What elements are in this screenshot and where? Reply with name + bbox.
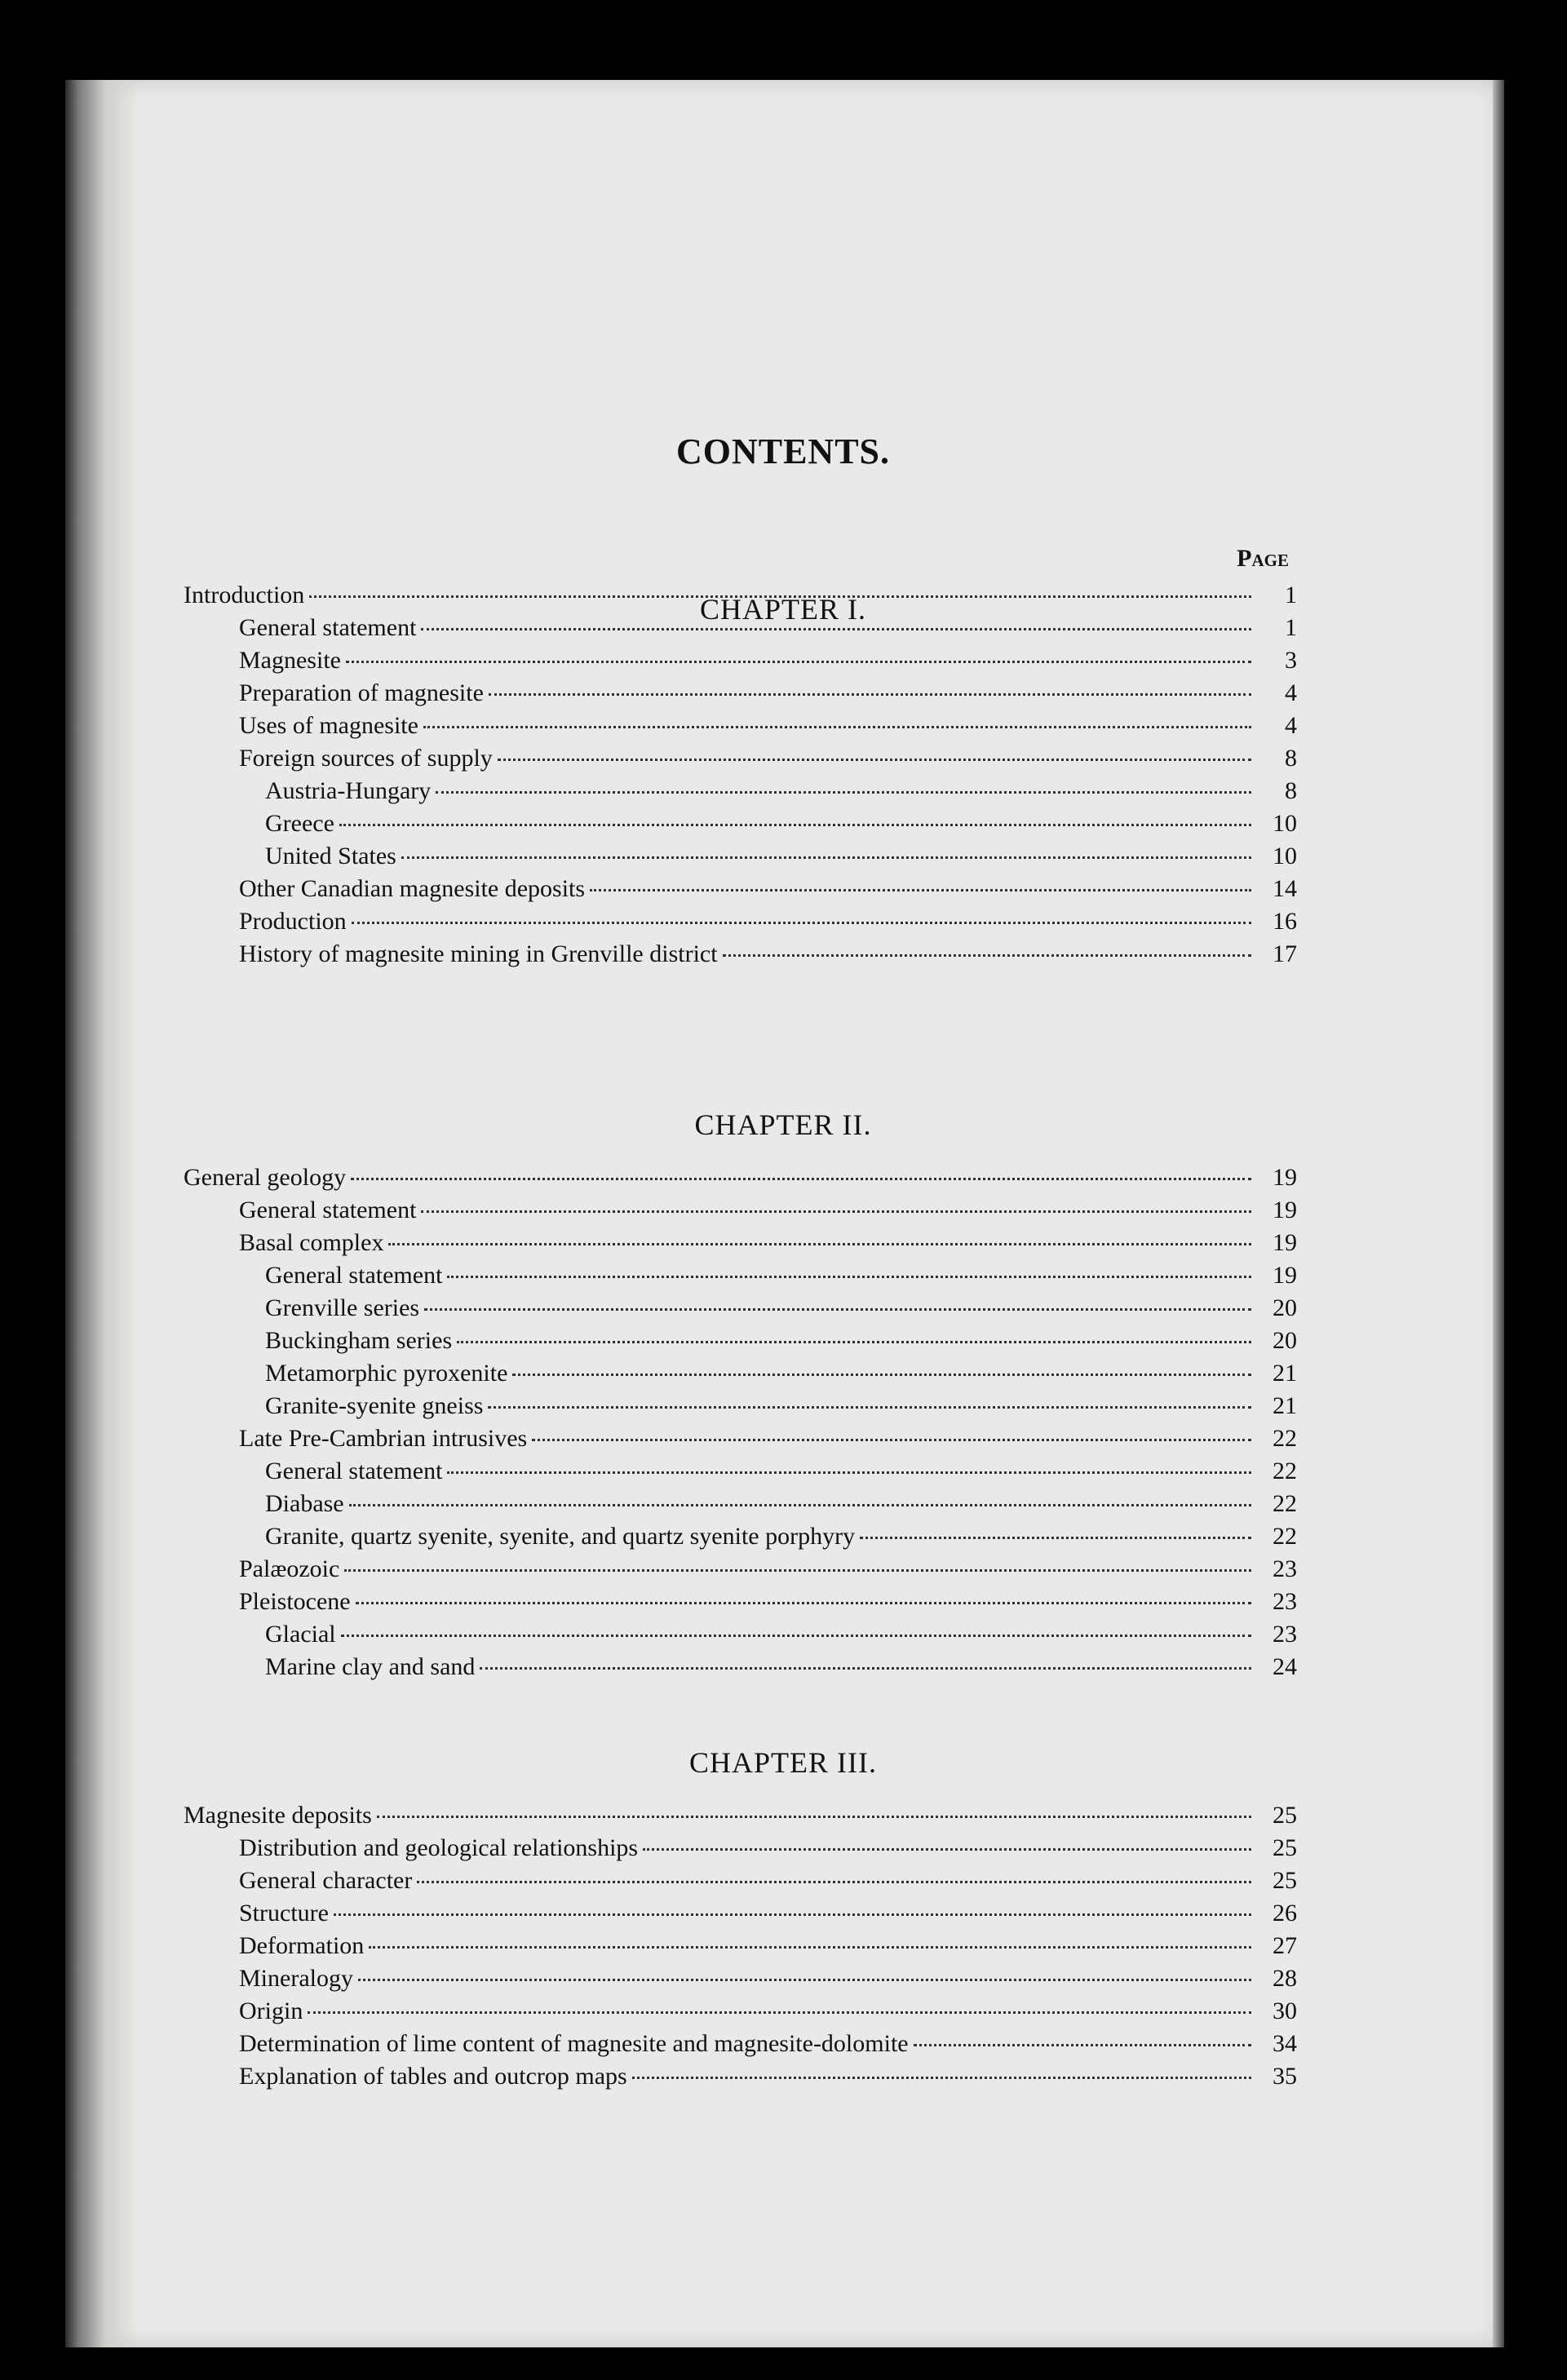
dot-leader — [457, 1341, 1251, 1343]
toc-entry-label: Glacial — [265, 1621, 336, 1648]
toc-entry — [184, 1357, 1297, 1390]
toc-entry — [184, 873, 1297, 905]
dot-leader — [436, 791, 1251, 794]
toc-entry-label: Diabase — [265, 1490, 344, 1517]
toc-entry — [184, 1194, 1297, 1227]
dot-leader — [344, 1569, 1251, 1572]
toc-entry — [184, 1488, 1297, 1520]
toc-entry-page: 4 — [1285, 712, 1297, 739]
dot-leader — [914, 2044, 1251, 2046]
toc-entry-page: 16 — [1273, 908, 1297, 935]
toc-entry — [184, 1995, 1297, 2028]
toc-entry-page: 21 — [1273, 1360, 1297, 1387]
toc-entry — [184, 1651, 1297, 1683]
toc-entry-label: Greece — [265, 810, 334, 837]
toc-entry-label: Foreign sources of supply — [239, 745, 493, 772]
toc-entry — [184, 1259, 1297, 1292]
toc-entry-label: Deformation — [239, 1932, 365, 1959]
dot-leader — [421, 628, 1251, 630]
toc-entry-label: Pleistocene — [239, 1588, 351, 1615]
toc-entry-label: Other Canadian magnesite deposits — [239, 875, 586, 902]
toc-entry-page: 21 — [1273, 1392, 1297, 1419]
toc-entry-page: 23 — [1273, 1588, 1297, 1615]
toc-entry — [184, 2060, 1297, 2093]
toc-entry — [184, 1865, 1297, 1897]
toc-entry-page: 19 — [1273, 1229, 1297, 1256]
toc-entry-page: 27 — [1273, 1932, 1297, 1959]
toc-entry — [184, 644, 1297, 677]
document-page — [65, 80, 1501, 2347]
dot-leader — [421, 1210, 1251, 1213]
toc-entry-label: General statement — [239, 614, 417, 641]
toc-entry-label: Introduction — [184, 582, 305, 608]
toc-entry-page: 23 — [1273, 1621, 1297, 1648]
toc-entry-page: 23 — [1273, 1555, 1297, 1582]
dot-leader — [590, 889, 1251, 891]
toc-entry — [184, 938, 1297, 971]
chapter-1-heading: CHAPTER I. — [699, 593, 866, 626]
toc-entry-label: Buckingham series — [265, 1327, 453, 1354]
toc-entry — [184, 807, 1297, 840]
toc-entry-label: General statement — [239, 1197, 417, 1223]
toc-entry-page: 10 — [1273, 810, 1297, 837]
toc-entry-label: Magnesite deposits — [184, 1802, 372, 1829]
toc-entry — [184, 1227, 1297, 1259]
toc-entry-label: Granite, quartz syenite, syenite, and quartz syenite porphyry — [265, 1523, 856, 1550]
toc-entry-label: Late Pre-Cambrian intrusives — [239, 1425, 528, 1452]
toc-entry-label: Austria-Hungary — [265, 777, 432, 804]
dot-leader — [356, 1602, 1251, 1604]
toc-entry — [184, 677, 1297, 710]
toc-entry-page: 24 — [1273, 1653, 1297, 1680]
toc-entry — [184, 840, 1297, 873]
toc-entry-page: 1 — [1285, 582, 1297, 608]
toc-entry-label: Uses of magnesite — [239, 712, 418, 739]
toc-entry — [184, 1455, 1297, 1488]
toc-entry-page: 19 — [1273, 1164, 1297, 1191]
toc-entry-label: Basal complex — [239, 1229, 384, 1256]
toc-entry — [184, 612, 1297, 644]
dot-leader — [423, 726, 1251, 728]
toc-entry — [184, 1586, 1297, 1618]
dot-leader — [532, 1439, 1251, 1441]
toc-entry-page: 25 — [1273, 1802, 1297, 1829]
toc-entry — [184, 1553, 1297, 1586]
toc-entry-page: 8 — [1285, 745, 1297, 772]
dot-leader — [632, 2077, 1251, 2079]
toc-entry — [184, 1962, 1297, 1995]
dot-leader — [308, 2011, 1251, 2014]
toc-entry — [184, 775, 1297, 807]
page-column-label: Page — [1237, 545, 1289, 572]
toc-entry — [184, 1520, 1297, 1553]
page-edge-shadow — [1493, 80, 1504, 2347]
toc-entry-label: Metamorphic pyroxenite — [265, 1360, 508, 1387]
dot-leader — [424, 1308, 1251, 1311]
toc-entry-label: Determination of lime content of magnesite and magnesite-dolomite — [239, 2030, 909, 2057]
toc-entry-page: 14 — [1273, 875, 1297, 902]
toc-entry-page: 30 — [1273, 1997, 1297, 2024]
toc-entry-page: 34 — [1273, 2030, 1297, 2057]
toc-entry-page: 28 — [1273, 1965, 1297, 1992]
toc-entry-page: 22 — [1273, 1425, 1297, 1452]
toc-entry-label: Mineralogy — [239, 1965, 353, 1992]
dot-leader — [480, 1667, 1251, 1670]
dot-leader — [447, 1276, 1251, 1278]
dot-leader — [488, 1406, 1251, 1409]
dot-leader — [489, 693, 1251, 696]
toc-entry-label: General character — [239, 1867, 413, 1894]
dot-leader — [723, 954, 1251, 957]
toc-entry-label: General geology — [184, 1164, 347, 1191]
toc-entry-page: 8 — [1285, 777, 1297, 804]
toc-entry — [184, 742, 1297, 775]
dot-leader — [377, 1816, 1251, 1818]
toc-entry-page: 1 — [1285, 614, 1297, 641]
dot-leader — [369, 1946, 1251, 1949]
toc-entry-label: Origin — [239, 1997, 303, 2024]
toc-entry-label: General statement — [265, 1458, 443, 1484]
dot-leader — [498, 759, 1251, 761]
contents-title: CONTENTS. — [675, 431, 891, 471]
toc-entry-page: 3 — [1285, 647, 1297, 674]
toc-entry-page: 35 — [1273, 2063, 1297, 2090]
dot-leader — [334, 1913, 1251, 1916]
dot-leader — [388, 1243, 1251, 1245]
toc-entry — [184, 905, 1297, 938]
toc-entry — [184, 1618, 1297, 1651]
toc-entry-label: Structure — [239, 1900, 329, 1927]
toc-entry-label: Palæozoic — [239, 1555, 340, 1582]
dot-leader — [349, 1504, 1251, 1506]
toc-entry-page: 10 — [1273, 843, 1297, 869]
dot-leader — [643, 1848, 1251, 1851]
toc-entry — [184, 1422, 1297, 1455]
toc-entry-page: 19 — [1273, 1197, 1297, 1223]
toc-entry — [184, 1292, 1297, 1325]
dot-leader — [346, 661, 1251, 663]
toc-entry — [184, 710, 1297, 742]
chapter-3-heading: CHAPTER III. — [689, 1746, 877, 1779]
toc-entry — [184, 1930, 1297, 1962]
dot-leader — [447, 1471, 1251, 1474]
toc-entry-page: 25 — [1273, 1867, 1297, 1894]
toc-entry-page: 26 — [1273, 1900, 1297, 1927]
toc-entry-page: 20 — [1273, 1294, 1297, 1321]
toc-entry-page: 22 — [1273, 1458, 1297, 1484]
book-spine-shadow — [65, 80, 139, 2347]
toc-entry-label: Marine clay and sand — [265, 1653, 476, 1680]
toc-entry-label: History of magnesite mining in Grenville district — [239, 940, 718, 967]
dot-leader — [417, 1881, 1251, 1883]
dot-leader — [352, 922, 1251, 924]
dot-leader — [351, 1178, 1251, 1180]
chapter-2-toc — [184, 1161, 1297, 1683]
dot-leader — [341, 1635, 1251, 1637]
toc-entry-page: 20 — [1273, 1327, 1297, 1354]
chapter-3-toc — [184, 1799, 1297, 2093]
toc-entry-label: Magnesite — [239, 647, 341, 674]
toc-entry-label: Explanation of tables and outcrop maps — [239, 2063, 627, 2090]
dot-leader — [860, 1537, 1251, 1539]
toc-entry — [184, 1799, 1297, 1832]
toc-entry — [184, 1325, 1297, 1357]
toc-entry-label: Distribution and geological relationships — [239, 1834, 639, 1861]
toc-entry-label: Production — [239, 908, 347, 935]
toc-entry — [184, 1897, 1297, 1930]
chapter-2-heading: CHAPTER II. — [694, 1108, 872, 1141]
toc-entry — [184, 2028, 1297, 2060]
dot-leader — [512, 1374, 1251, 1376]
chapter-1-toc — [184, 579, 1297, 971]
toc-entry-label: General statement — [265, 1262, 443, 1289]
toc-entry-page: 22 — [1273, 1523, 1297, 1550]
dot-leader — [309, 595, 1251, 598]
dot-leader — [401, 856, 1251, 859]
toc-entry-label: Preparation of magnesite — [239, 679, 484, 706]
toc-entry-page: 19 — [1273, 1262, 1297, 1289]
toc-entry — [184, 1161, 1297, 1194]
toc-entry — [184, 579, 1297, 612]
toc-entry-page: 4 — [1285, 679, 1297, 706]
toc-entry-label: Granite-syenite gneiss — [265, 1392, 484, 1419]
toc-entry-page: 22 — [1273, 1490, 1297, 1517]
dot-leader — [339, 824, 1251, 826]
dot-leader — [358, 1979, 1251, 1981]
toc-entry — [184, 1832, 1297, 1865]
toc-entry — [184, 1390, 1297, 1422]
toc-entry-page: 17 — [1273, 940, 1297, 967]
toc-entry-label: Grenville series — [265, 1294, 420, 1321]
toc-entry-page: 25 — [1273, 1834, 1297, 1861]
toc-entry-label: United States — [265, 843, 396, 869]
